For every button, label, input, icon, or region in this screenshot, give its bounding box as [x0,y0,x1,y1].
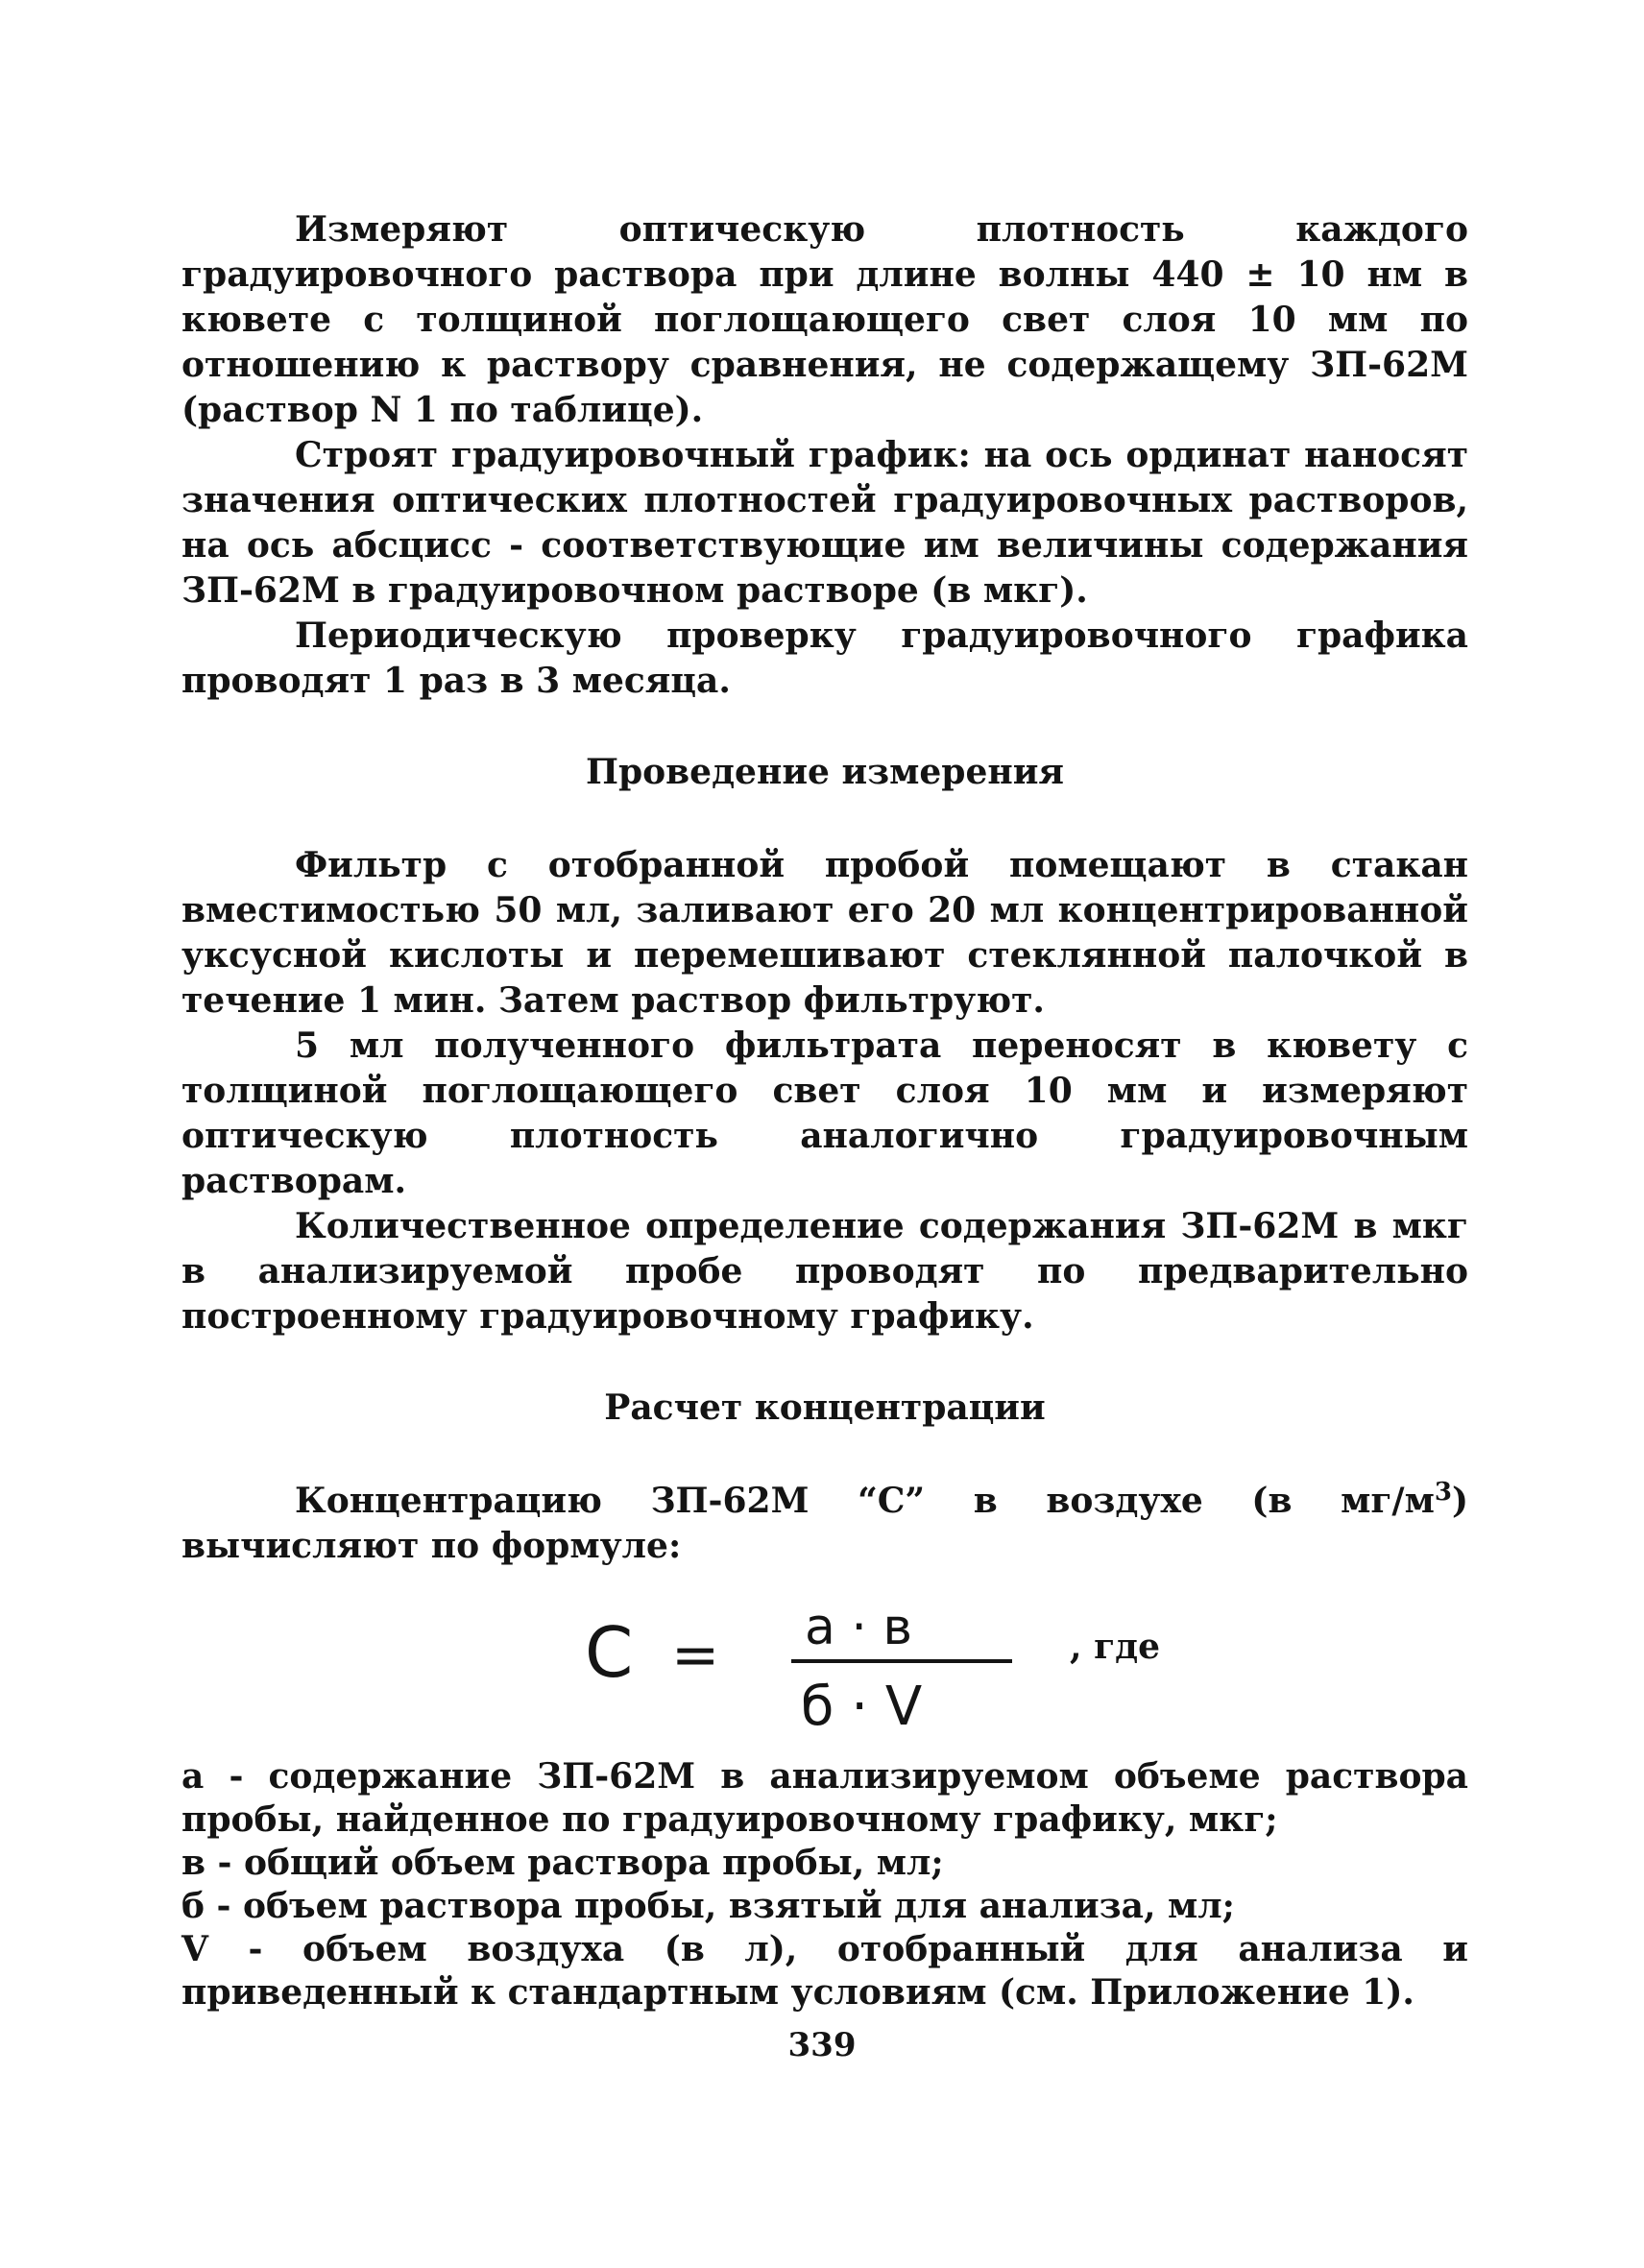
paragraph-calibration-graph: Строят градуировочный график: на ось ординат наносят значения оптических плотностей градуировочных растворов, на ось абсцисс - соответствующие им величины содержания ЗП-62М в градуировочном растворе (в мкг). [181,435,1468,611]
formula-denominator: б · V [800,1676,923,1738]
formula-suffix: , где [1070,1627,1161,1667]
formula-drawing [181,1588,1046,1742]
paragraph-optical-density: Измеряют оптическую плотность каждого градуировочного раствора при длине волны 440 ± 10 нм в кювете с толщиной поглощающего свет слоя 10 мм по отношению к раствору сравнения, не содержащему ЗП-62М (раствор N 1 по таблице). [181,209,1468,430]
legend-item-volume: V - объем воздуха (в л), отобранный для анализа и приведенный к стандартным условиям (см. Приложение 1). [181,1929,1468,2013]
legend-item-a: а - содержание ЗП-62М в анализируемом объеме раствора пробы, найденное по градуировочному графику, мкг; [181,1756,1468,1840]
paragraph-concentration-intro [181,1479,1468,1569]
page-number: 339 [787,2026,857,2064]
paragraph-filtrate: 5 мл полученного фильтрата переносят в кювету с толщиной поглощающего свет слоя 10 мм и измеряют оптическую плотность аналогично градуировочным растворам. [181,1025,1468,1201]
heading-measurement: Проведение измерения [585,752,1065,792]
paragraph-quantitative: Количественное определение содержания ЗП-62М в мкг в анализируемой пробе проводят по предварительно построенному градуировочному графику. [181,1206,1468,1337]
superscript-cube: 3 [1434,1478,1452,1507]
document-page [181,207,1468,2015]
intro-text-start: Концентрацию ЗП-62М “С” в воздухе (в мг/м [295,1481,1435,1521]
paragraph-periodic-check: Периодическую проверку градуировочного графика проводят 1 раз в 3 месяца. [181,615,1468,701]
formula-lhs: C [585,1612,634,1693]
formula-equals: = [671,1622,720,1689]
legend-item-v: в - общий объем раствора пробы, мл; [181,1843,944,1883]
intro-text-end: ) вычисляют по формуле: [181,1481,1468,1566]
formula-numerator: a · в [804,1599,913,1656]
heading-calculation: Расчет концентрации [604,1387,1046,1428]
legend-item-b: б - объем раствора пробы, взятый для анализа, мл; [181,1886,1235,1926]
paragraph-filter-sample: Фильтр с отобранной пробой помещают в стакан вместимостью 50 мл, заливают его 20 мл концентрированной уксусной кислоты и перемешивают стеклянной палочкой в течение 1 мин. Затем раствор фильтруют. [181,845,1468,1021]
concentration-formula [181,1588,1468,1742]
formula-legend [181,1755,1468,2015]
